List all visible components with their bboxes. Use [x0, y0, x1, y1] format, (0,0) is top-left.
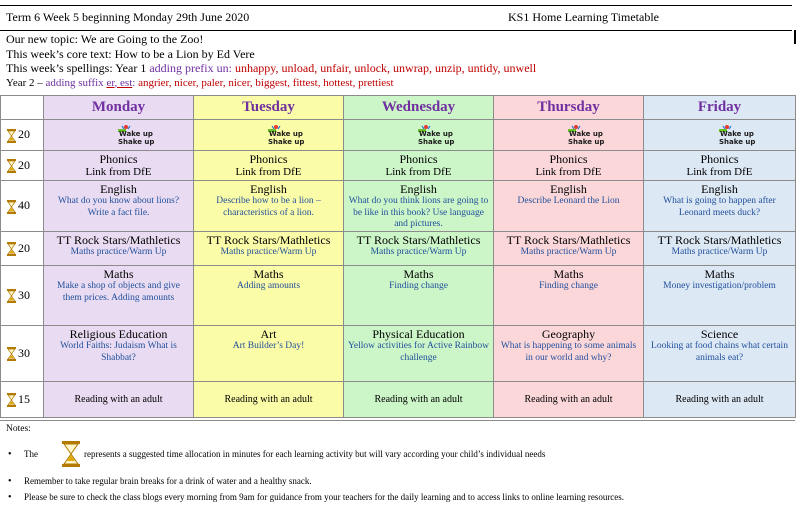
activity-cell-monday	[44, 181, 194, 232]
activity-cell-thursday	[494, 232, 644, 266]
hourglass-icon	[1, 241, 18, 255]
minutes-value: 20	[18, 240, 30, 255]
day-header-wednesday: Wednesday	[344, 96, 494, 120]
activity-cell-tuesday	[194, 151, 344, 181]
subject-title: Maths	[704, 267, 735, 281]
header-title: KS1 Home Learning Timetable	[508, 10, 659, 24]
activity-description: Yellow activities for Active Rainbow challenge	[348, 341, 489, 363]
timetable-row	[1, 181, 796, 232]
wake-up-shake-up-logo	[96, 123, 154, 150]
timetable-grid	[0, 95, 796, 418]
day-header-row	[1, 96, 796, 120]
activity-cell-wednesday	[344, 382, 494, 418]
bullet-dot: •	[8, 492, 12, 503]
subject-title: TT Rock Stars/Mathletics	[657, 233, 782, 247]
subject-title: Phonics	[700, 152, 739, 166]
activity-cell-tuesday	[194, 120, 344, 151]
wake-up-shake-up-logo	[246, 123, 304, 150]
timetable-row	[1, 326, 796, 382]
time-allocation-cell	[1, 181, 44, 232]
subject-title: Maths	[253, 267, 284, 281]
time-allocation-cell	[1, 382, 44, 418]
year2-spellings-line	[6, 76, 536, 91]
logo-line1: Wake up	[719, 130, 754, 138]
activity-description: Maths practice/Warm Up	[220, 247, 317, 257]
activity-cell-wednesday	[344, 120, 494, 151]
activity-cell-wednesday	[344, 181, 494, 232]
activity-cell-monday	[44, 232, 194, 266]
minutes-value: 30	[18, 287, 30, 302]
timetable-row	[1, 151, 796, 181]
activity-cell-tuesday	[194, 326, 344, 382]
header-term-week: Term 6 Week 5 beginning Monday 29th June 2020	[6, 10, 250, 24]
activity-cell-friday	[644, 151, 796, 181]
note-brain-breaks: Remember to take regular brain breaks for a drink of water and a healthy snack.	[24, 476, 312, 486]
time-allocation-cell	[1, 120, 44, 151]
time-allocation-cell	[1, 266, 44, 326]
activity-cell-monday	[44, 120, 194, 151]
logo-line1: Wake up	[568, 130, 603, 138]
spellings-rule: adding prefix un:	[149, 61, 235, 75]
subject-title: TT Rock Stars/Mathletics	[506, 233, 631, 247]
activity-cell-tuesday	[194, 382, 344, 418]
activity-cell-monday	[44, 266, 194, 326]
activity-description: Describe Leonard the Lion	[517, 196, 620, 206]
logo-line2: Shake up	[417, 138, 454, 146]
spellings-prefix: This week’s spellings: Year 1	[6, 61, 150, 75]
dfe-link[interactable]: Link from DfE	[385, 166, 452, 178]
hourglass-icon	[60, 441, 82, 469]
activity-description: Art Builder’s Day!	[232, 341, 305, 351]
hourglass-icon	[1, 392, 18, 406]
activity-description: What do you know about lions? Write a fact file.	[57, 196, 180, 218]
day-header-friday: Friday	[644, 96, 796, 120]
subject-title: English	[701, 182, 738, 196]
hourglass-icon	[1, 288, 18, 302]
subject-title: Maths	[553, 267, 584, 281]
subject-title: TT Rock Stars/Mathletics	[356, 233, 481, 247]
activity-cell-thursday	[494, 120, 644, 151]
activity-description: Make a shop of objects and give them prices. Adding amounts	[57, 281, 180, 303]
dfe-link[interactable]: Link from DfE	[535, 166, 602, 178]
activity-cell-friday	[644, 181, 796, 232]
document-header	[0, 5, 792, 31]
activity-description: What is happening to some animals in our world and why?	[500, 341, 637, 363]
logo-line1: Wake up	[418, 130, 453, 138]
reading-text: Reading with an adult	[224, 394, 313, 405]
corner-cell	[1, 96, 44, 120]
year2-words: angrier, nicer, paler, nicer, biggest, fittest, hottest, prettiest	[138, 76, 394, 89]
subject-title: Phonics	[99, 152, 138, 166]
year2-rule-b: er, est	[106, 76, 133, 89]
activity-cell-thursday	[494, 266, 644, 326]
activity-description: World Faiths: Judaism What is Shabbat?	[60, 341, 177, 363]
dfe-link[interactable]: Link from DfE	[235, 166, 302, 178]
activity-description: Adding amounts	[236, 281, 301, 291]
notes-divider	[0, 420, 795, 421]
logo-line2: Shake up	[718, 138, 755, 146]
activity-cell-friday	[644, 120, 796, 151]
activity-cell-wednesday	[344, 151, 494, 181]
minutes-value: 15	[18, 391, 30, 406]
activity-cell-wednesday	[344, 232, 494, 266]
minutes-value: 30	[18, 345, 30, 360]
activity-cell-tuesday	[194, 232, 344, 266]
year2-rule-a: adding suffix	[45, 76, 107, 89]
day-header-thursday: Thursday	[494, 96, 644, 120]
activity-cell-friday	[644, 326, 796, 382]
activity-cell-friday	[644, 232, 796, 266]
spellings-line	[6, 61, 536, 76]
activity-description: Maths practice/Warm Up	[520, 247, 617, 257]
year2-rule-c: :	[132, 76, 139, 89]
activity-description: What do you think lions are going to be like in this book? Use language and pictures.	[348, 196, 489, 229]
activity-description: Finding change	[389, 281, 448, 291]
hourglass-icon	[1, 346, 18, 360]
activity-description: Maths practice/Warm Up	[671, 247, 768, 257]
wake-up-shake-up-logo	[546, 123, 604, 150]
dfe-link[interactable]: Link from DfE	[686, 166, 753, 178]
note-the: The	[24, 449, 38, 459]
subject-title: Art	[260, 327, 277, 341]
activity-cell-thursday	[494, 326, 644, 382]
subject-title: TT Rock Stars/Mathletics	[206, 233, 331, 247]
hourglass-icon	[1, 158, 18, 172]
subject-title: English	[100, 182, 137, 196]
text-cursor	[794, 30, 796, 44]
subject-title: Maths	[103, 267, 134, 281]
activity-cell-tuesday	[194, 266, 344, 326]
activity-cell-friday	[644, 382, 796, 418]
activity-cell-monday	[44, 326, 194, 382]
activity-description: Money investigation/problem	[663, 281, 776, 291]
minutes-value: 40	[18, 198, 30, 213]
day-header-tuesday: Tuesday	[194, 96, 344, 120]
subject-title: Geography	[541, 327, 596, 341]
activity-cell-friday	[644, 266, 796, 326]
wake-up-shake-up-logo	[697, 123, 755, 150]
year2-prefix: Year 2 –	[6, 76, 46, 89]
activity-cell-monday	[44, 151, 194, 181]
minutes-value: 20	[18, 157, 30, 172]
subject-title: English	[250, 182, 287, 196]
time-allocation-cell	[1, 151, 44, 181]
timetable-row	[1, 120, 796, 151]
activity-description: Finding change	[539, 281, 598, 291]
activity-cell-wednesday	[344, 326, 494, 382]
subject-title: Phonics	[249, 152, 288, 166]
activity-description: Describe how to be a lion – characteristics of a lion.	[216, 196, 321, 218]
activity-cell-thursday	[494, 181, 644, 232]
dfe-link[interactable]: Link from DfE	[85, 166, 152, 178]
core-text-line: This week’s core text: How to be a Lion by Ed Vere	[6, 46, 255, 61]
note-time-allocation: represents a suggested time allocation in minutes for each learning activity but will vary according your child’s individual needs	[84, 449, 546, 459]
timetable-row	[1, 382, 796, 418]
subject-title: Phonics	[399, 152, 438, 166]
subject-title: Phonics	[549, 152, 588, 166]
activity-description: Maths practice/Warm Up	[370, 247, 467, 257]
activity-cell-monday	[44, 382, 194, 418]
subject-title: Maths	[403, 267, 434, 281]
subject-title: English	[400, 182, 437, 196]
wake-up-shake-up-logo	[396, 123, 454, 150]
subject-title: Physical Education	[372, 327, 465, 341]
reading-text: Reading with an adult	[524, 394, 613, 405]
reading-text: Reading with an adult	[374, 394, 463, 405]
reading-text: Reading with an adult	[74, 394, 163, 405]
reading-text: Reading with an adult	[675, 394, 764, 405]
subject-title: Science	[700, 327, 739, 341]
timetable-row	[1, 232, 796, 266]
time-allocation-cell	[1, 232, 44, 266]
day-header-monday: Monday	[44, 96, 194, 120]
bullet-dot: •	[8, 449, 12, 460]
subject-title: Religious Education	[69, 327, 168, 341]
activity-description: What is going to happen after Leonard meets duck?	[663, 196, 776, 218]
logo-line2: Shake up	[567, 138, 604, 146]
time-allocation-cell	[1, 326, 44, 382]
activity-description: Maths practice/Warm Up	[70, 247, 167, 257]
logo-line1: Wake up	[268, 130, 303, 138]
timetable-row	[1, 266, 796, 326]
intro-block	[6, 32, 536, 90]
activity-cell-wednesday	[344, 266, 494, 326]
logo-line2: Shake up	[117, 138, 154, 146]
note-class-blogs: Please be sure to check the class blogs every morning from 9am for guidance from your teachers for the daily learning and to access links to online learning resources.	[24, 492, 625, 502]
subject-title: TT Rock Stars/Mathletics	[56, 233, 181, 247]
activity-cell-thursday	[494, 382, 644, 418]
subject-title: English	[550, 182, 587, 196]
minutes-value: 20	[18, 127, 30, 142]
hourglass-icon	[1, 127, 18, 141]
spellings-words: unhappy, unload, unfair, unlock, unwrap, unzip, untidy, unwell	[234, 61, 537, 75]
hourglass-icon	[1, 198, 18, 212]
topic-line: Our new topic: We are Going to the Zoo!	[6, 32, 204, 46]
logo-line2: Shake up	[267, 138, 304, 146]
bullet-dot: •	[8, 476, 12, 487]
activity-description: Looking at food chains what certain animals eat?	[651, 341, 788, 363]
notes-heading: Notes:	[6, 424, 31, 434]
activity-cell-thursday	[494, 151, 644, 181]
logo-line1: Wake up	[118, 130, 153, 138]
activity-cell-tuesday	[194, 181, 344, 232]
